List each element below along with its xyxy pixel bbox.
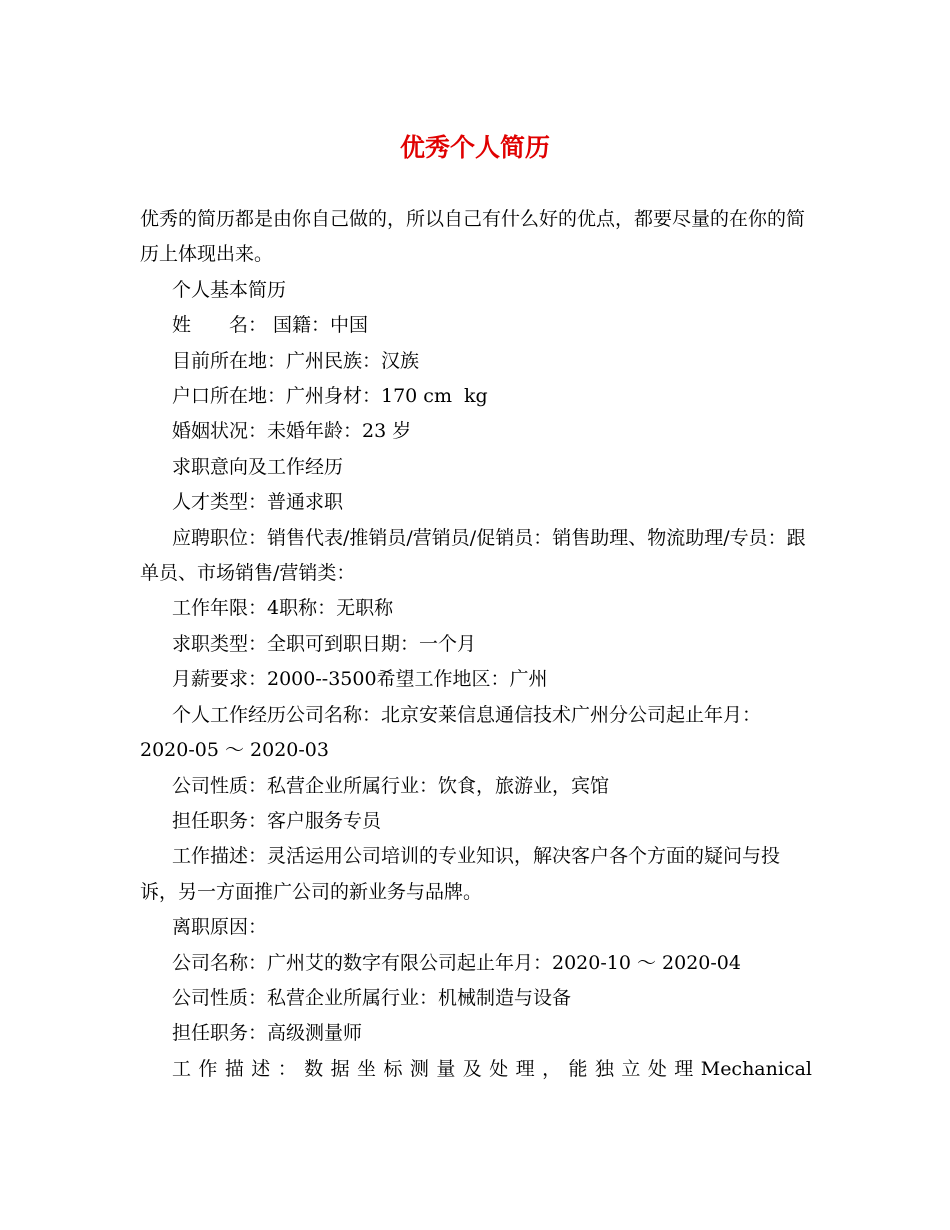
- position-line-2: 担任职务：高级测量师: [172, 1022, 363, 1045]
- section-heading-job-intent: 求职意向及工作经历: [172, 455, 344, 478]
- section-heading-basic-info: 个人基本简历: [172, 278, 287, 301]
- company-name-line-2: 公司名称：广州艾的数字有限公司起止年月：2020-10 ～ 2020-04: [172, 951, 741, 974]
- leave-reason-line: 离职原因：: [172, 916, 268, 939]
- name-label-part1: 姓: [172, 314, 192, 337]
- salary-line: 月薪要求：2000--3500希望工作地区：广州: [172, 668, 548, 691]
- hukou-height-line: 户口所在地：广州身材：170 cm kg: [172, 385, 488, 408]
- name-nationality-line: [140, 308, 812, 343]
- document-title: 优秀个人简历: [399, 133, 550, 162]
- position-line-1: 担任职务：客户服务专员: [172, 809, 382, 832]
- document-body: [140, 202, 812, 1087]
- job-type-line: 求职类型：全职可到职日期：一个月: [172, 632, 477, 655]
- work-history-paragraph: 个人工作经历公司名称：北京安莱信息通信技术广州分公司起止年月：2020-05 ～ 2020-03: [140, 703, 762, 762]
- company-nature-line-2: 公司性质：私营企业所属行业：机械制造与设备: [172, 986, 572, 1009]
- company-nature-line-1: 公司性质：私营企业所属行业：饮食，旅游业，宾馆: [172, 774, 610, 797]
- intro-paragraph: 优秀的简历都是由你自己做的，所以自己有什么好的优点，都要尽量的在你的简历上体现出来。: [140, 208, 806, 266]
- work-years-line: 工作年限：4职称：无职称: [172, 597, 394, 620]
- location-ethnicity-line: 目前所在地：广州民族：汉族: [172, 349, 420, 372]
- name-label-part2: 名： 国籍：中国: [229, 314, 369, 337]
- applied-position-paragraph: 应聘职位：销售代表/推销员/营销员/促销员：销售助理、物流助理/专员：跟单员、市场销售/营销类：: [140, 526, 806, 585]
- job-description-paragraph-2: 工作描述：数据坐标测量及处理，能独立处理Mechanical: [172, 1057, 812, 1080]
- talent-type-line: 人才类型：普通求职: [172, 491, 344, 514]
- job-description-paragraph-1: 工作描述：灵活运用公司培训的专业知识，解决客户各个方面的疑问与投诉，另一方面推广公司的新业务与品牌。: [140, 845, 781, 903]
- marital-age-line: 婚姻状况：未婚年龄：23 岁: [172, 420, 412, 443]
